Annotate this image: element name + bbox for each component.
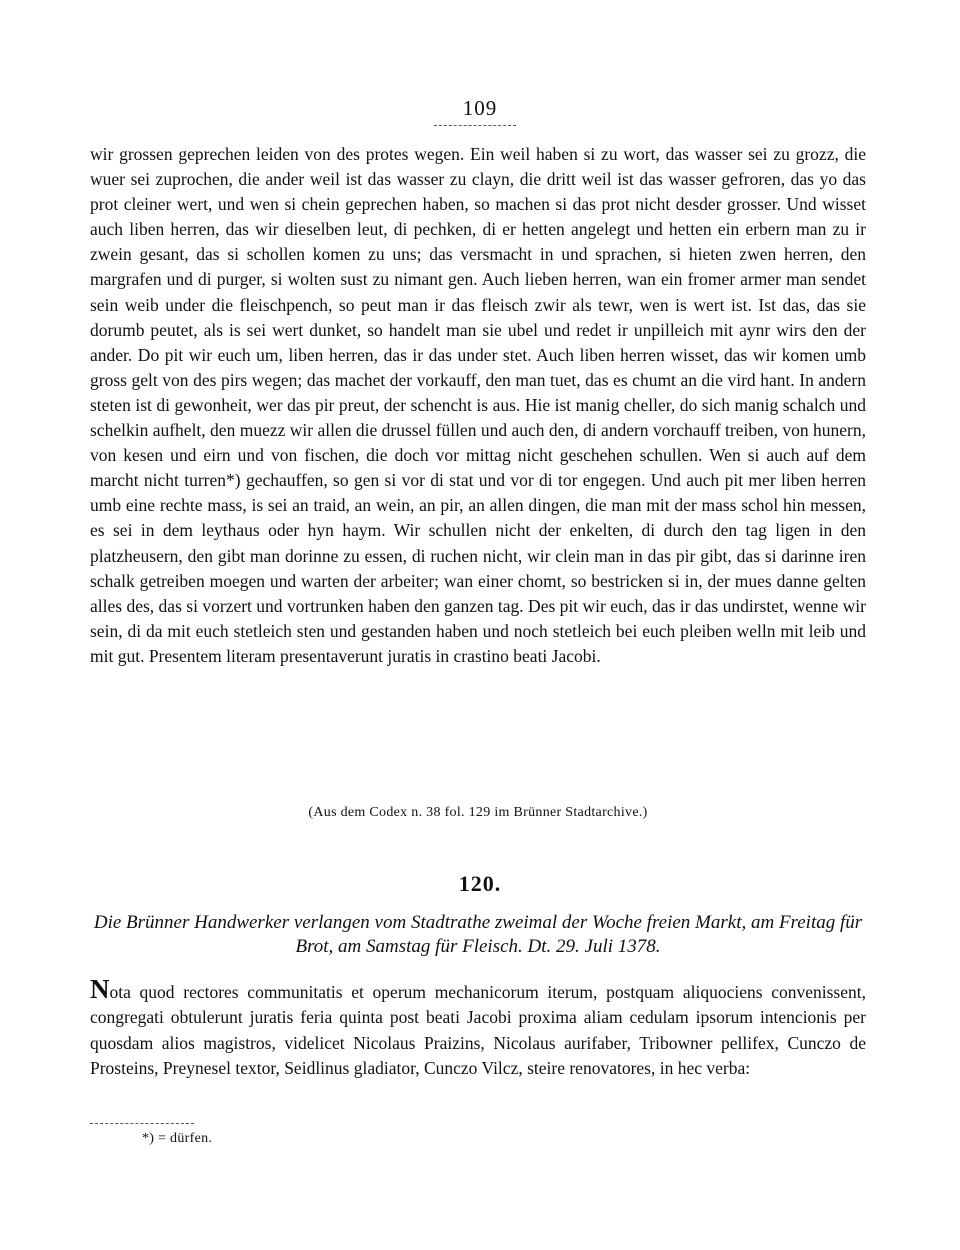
source-note: (Aus dem Codex n. 38 fol. 129 im Brünner Stadtarchive.) — [308, 805, 648, 820]
page-number: 109 — [462, 96, 498, 120]
footnote: *) = dürfen. — [142, 1131, 213, 1146]
body-text: wir grossen geprechen leiden von des protes wegen. Ein weil haben si zu wort, das wasser sei zu grozz, die wuer sei zuprochen, die ander weil ist das wasser zu clayn, die dritt weil ist das wasser gefroren, das yo das prot cleiner wert, und wen si chein geprechen haben, so machen si das prot nicht desder grosser. Und wisset auch liben herren, das wir dieselben leut, di pechken, di er hetten angelegt und hetten ein erbern man zu ir zwein gesant, das si schollen komen zu uns; das versmacht in und sprachen, si hieten zwen herren, den margrafen und di purger, si wolten sust zu nimant gen. Auch lieben herren, wan ein fromer armer man sendet sein weib under die fleischpench, so peut man ir das fleisch zwir als tewr, wen is wert ist. Ist das, das sie dorumb peutet, als is sei wert dunket, so handelt man sie ubel und redet ir unpilleich mit aynr wirs den der ander. Do pit wir euch um, liben herren, das ir das under stet. Auch liben herren wisset, das wir komen umb gross gelt von des pirs wegen; das machet der vorkauff, den man tuet, das es chumt an die vird hant. In andern steten ist di gewonheit, wer das pir preut, der schencht is aus. Hie ist manig cheller, do sich manig schalch und schelkin aufhelt, den muezz wir allen die drussel füllen und auch den, di andern vorchauff treiben, von hunern, von kesen und eirn und von fischen, die doch vor mittag nicht geschehen schullen. Wen si auch auf dem marcht nicht turren*) gechauffen, so gen si vor di stat und vor di tor engegen. Und auch pit mer liben herren umb eine rechte mass, is sei an traid, an wein, an pir, an allen dingen, die man mit der mass schol hin messen, es sei in dem leythaus oder hyn haym. Wir schullen nicht der enkelten, di durch den tag ligen in den platzheusern, den gibt man dorinne zu essen, di ruchen nicht, wir clein man in das pir gibt, das si darinne iren schalk getreiben moegen und warten der arbeiter; wan einer chomt, so bestricken si in, der mues danne gelten alles des, das si vorzert und vortrunken haben den ganzen tag. Des pit wir euch, das ir das undirstet, wenne wir sein, di da mit euch stetleich sten und gestanden haben und noch stetleich bei euch pleiben welln mit leib und mit gut. Presentem literam presentaverunt juratis in crastino beati Jacobi. — [90, 144, 866, 666]
document-text — [90, 974, 866, 1082]
footnote-rule — [90, 1123, 194, 1124]
document-heading: Die Brünner Handwerker verlangen vom Stadtrathe zweimal der Woche freien Markt, am Freitag für Brot, am Samstag für Fleisch. Dt. 29. Juli 1378. — [93, 912, 863, 957]
document-text-body: ota quod rectores communitatis et operum mechanicorum iterum, postquam aliquociens convenissent, congregati obtulerunt juratis feria quinta post beati Jacobi proxima aliam cedulam ipsorum intencionis per quosdam alios magistros, videlicet Nicolaus Praizins, Nicolaus aurifaber, Tribowner pellifex, Cunczo de Prosteins, Preynesel textor, Seidlinus gladiator, Cunczo Vilcz, steire renovatores, in hec verba: — [90, 982, 866, 1079]
document-number: 120. — [458, 871, 502, 896]
header-rule — [434, 125, 516, 126]
initial-letter: N — [90, 974, 110, 1004]
